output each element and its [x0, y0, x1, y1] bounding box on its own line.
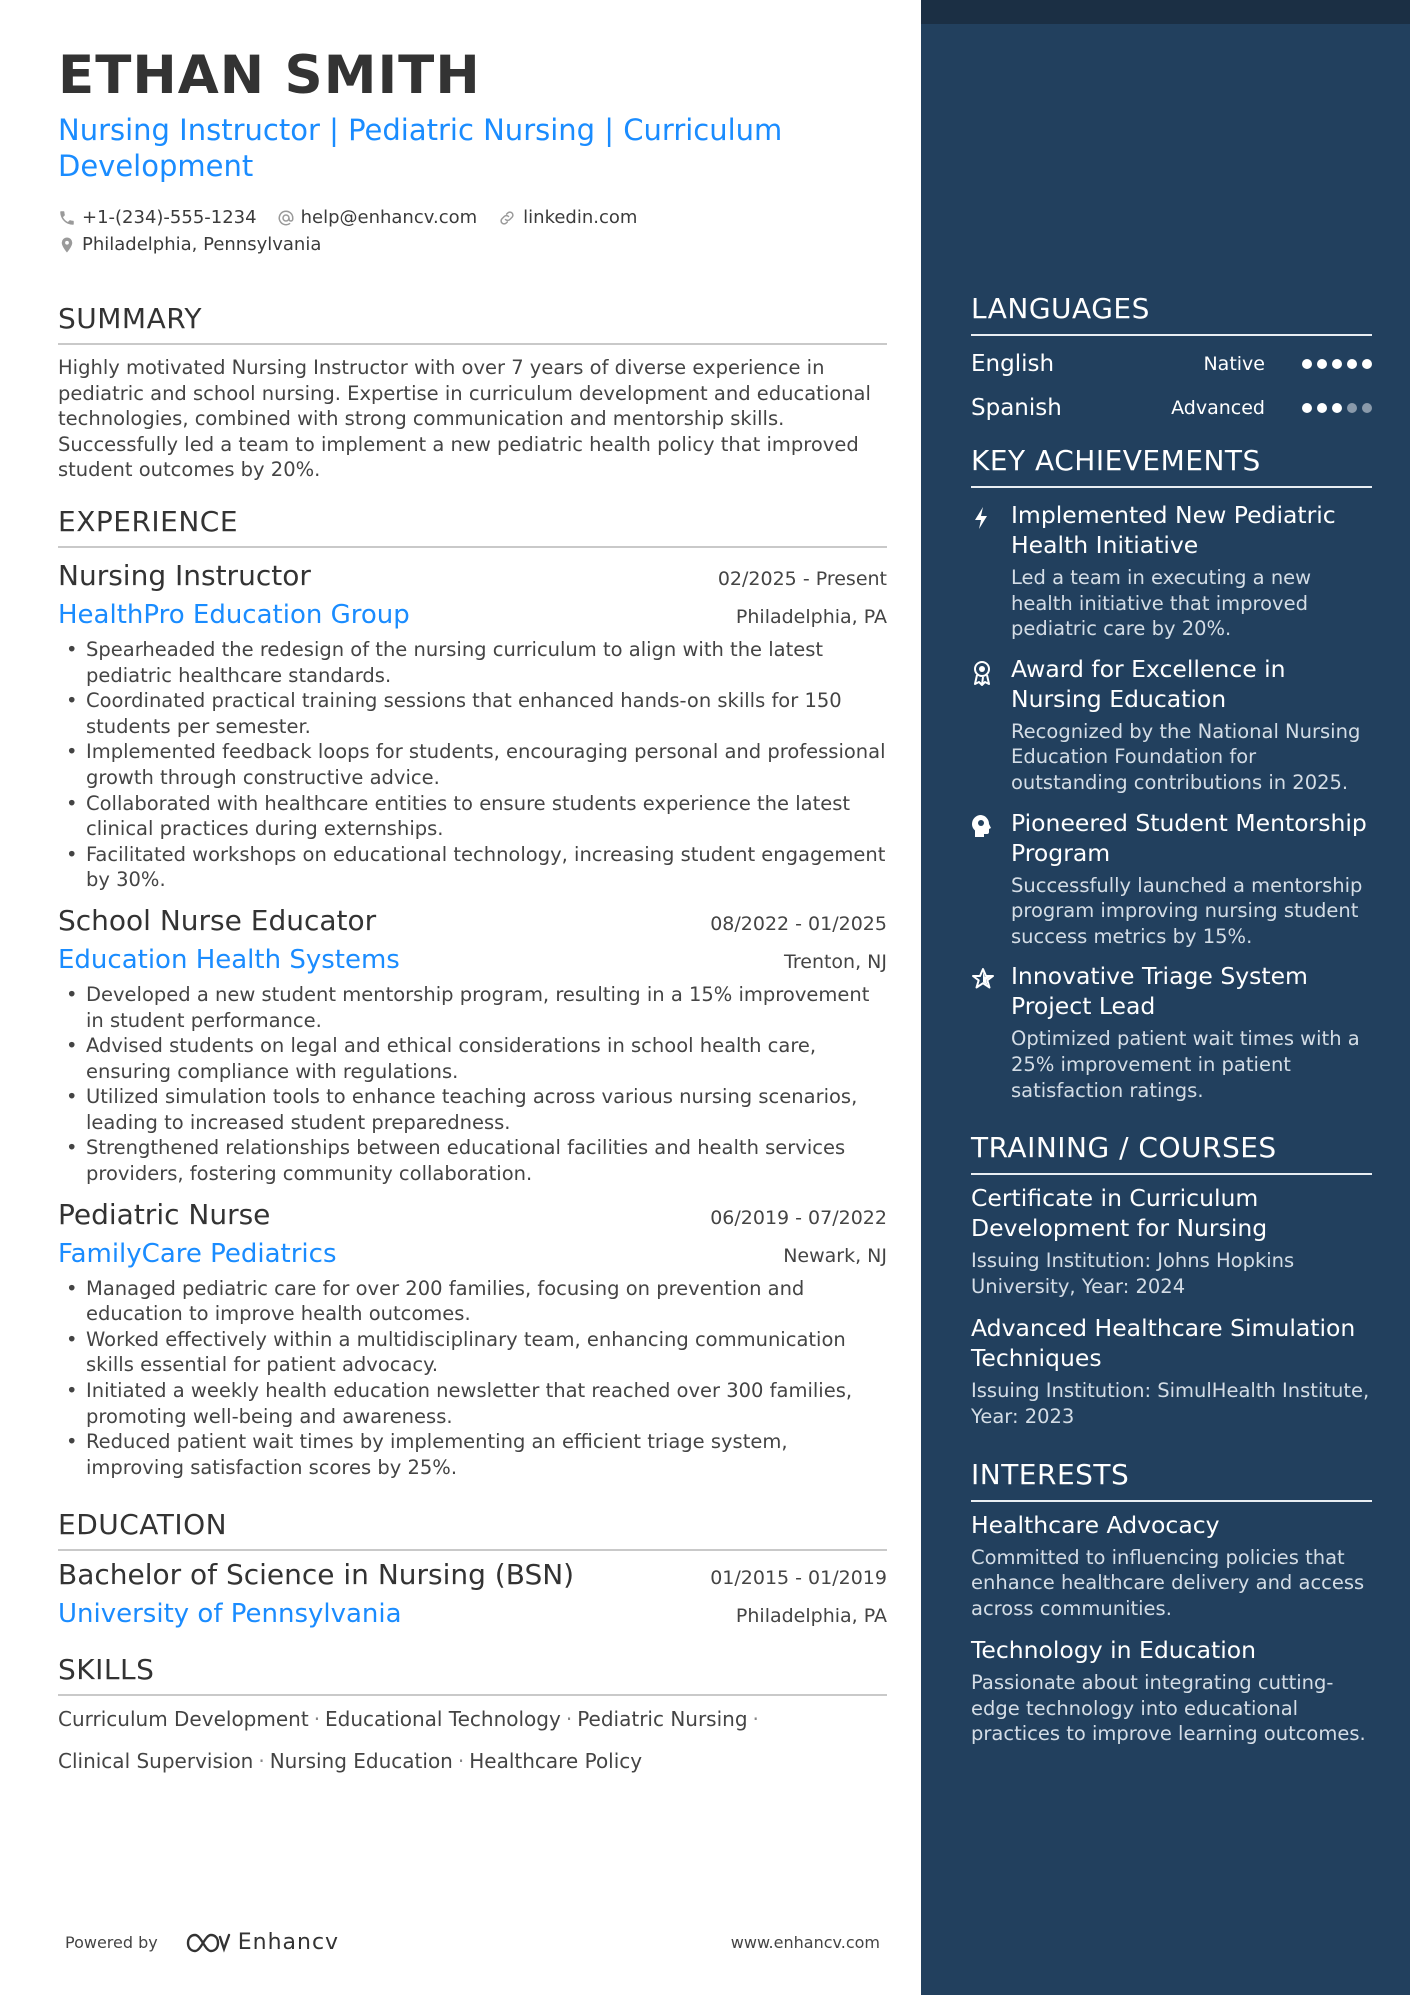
- head-idea-icon: [971, 814, 993, 838]
- skills-line-2: [58, 1740, 887, 1782]
- job-bullet: • Implemented feedback loops for students, encouraging personal and professional growth through constructive advice.: [58, 739, 887, 790]
- education-entry: [58, 1555, 887, 1633]
- achievement-title: Implemented New Pediatric Health Initiative: [1011, 501, 1336, 559]
- sidebar: [921, 0, 1410, 1995]
- job-dates: 08/2022 - 01/2025: [710, 912, 887, 935]
- skill-tag: Nursing Education: [269, 1749, 453, 1774]
- education-section: [58, 1508, 887, 1633]
- rating-dot: [1302, 359, 1312, 369]
- job-bullet: • Advised students on legal and ethical considerations in school health care, ensuring compliance with regulations.: [58, 1033, 887, 1084]
- skills-line-1: [58, 1698, 887, 1740]
- at-icon: [277, 209, 295, 227]
- candidate-name: ETHAN SMITH: [58, 45, 481, 106]
- interest-desc: Committed to influencing policies that enhance healthcare delivery and access across communities.: [971, 1545, 1365, 1620]
- rating-dot: [1302, 403, 1312, 413]
- achievement-desc: Successfully launched a mentorship program improving nursing student success metrics by 15%.: [1011, 873, 1363, 948]
- job-entry: [58, 556, 887, 893]
- experience-heading: EXPERIENCE: [58, 505, 887, 548]
- language-name: English: [971, 351, 1055, 377]
- email-address: help@enhancv.com: [300, 207, 478, 228]
- course-item: [971, 1313, 1372, 1429]
- skill-tag: Pediatric Nursing: [577, 1707, 748, 1732]
- job-company: FamilyCare Pediatrics: [58, 1238, 337, 1269]
- rating-dot: [1362, 359, 1372, 369]
- linkedin-contact[interactable]: [497, 207, 637, 228]
- job-bullet: • Developed a new student mentorship program, resulting in a 15% improvement in student performance.: [58, 982, 887, 1033]
- job-bullet: • Facilitated workshops on educational technology, increasing student engagement by 30%.: [58, 842, 887, 893]
- achievement-item: [971, 808, 1372, 950]
- website-link[interactable]: www.enhancv.com: [730, 1933, 880, 1952]
- languages-heading: LANGUAGES: [971, 292, 1372, 336]
- job-bullet: • Initiated a weekly health education newsletter that reached over 300 families, promoting well-being and awareness.: [58, 1378, 887, 1429]
- achievement-desc: Optimized patient wait times with a 25% improvement in patient satisfaction ratings.: [1011, 1027, 1360, 1102]
- job-location: Newark, NJ: [783, 1244, 887, 1267]
- contact-row-1: [58, 204, 887, 231]
- job-dates: 06/2019 - 07/2022: [710, 1206, 887, 1229]
- skill-tag: Curriculum Development: [58, 1707, 309, 1732]
- achievements-heading: KEY ACHIEVEMENTS: [971, 444, 1372, 488]
- training-section: [971, 1131, 1372, 1429]
- main-column: [58, 44, 887, 1782]
- language-item: [971, 342, 1372, 386]
- brand-logo[interactable]: [184, 1930, 339, 1955]
- achievement-desc: Led a team in executing a new health initiative that improved pediatric care by 20%.: [1011, 566, 1312, 641]
- summary-section: [58, 302, 887, 483]
- interest-title: Technology in Education: [971, 1636, 1256, 1665]
- headline: [58, 112, 887, 184]
- job-entry: [58, 901, 887, 1187]
- rating-dot: [1332, 359, 1342, 369]
- language-rating: [1297, 359, 1372, 369]
- course-desc: Issuing Institution: SimulHealth Institute, Year: 2023: [971, 1379, 1370, 1428]
- skill-separator: ·: [565, 1707, 573, 1732]
- job-bullet: • Managed pediatric care for over 200 families, focusing on prevention and education to improve health outcomes.: [58, 1276, 887, 1327]
- star-icon: [971, 967, 995, 991]
- contact-info: [58, 204, 887, 258]
- skill-separator: ·: [258, 1749, 265, 1774]
- rating-dot: [1317, 359, 1327, 369]
- skill-separator: ·: [752, 1707, 759, 1732]
- award-ribbon-icon: [971, 660, 993, 686]
- course-title: Advanced Healthcare Simulation Techniques: [971, 1314, 1356, 1373]
- sidebar-content: [971, 292, 1372, 1747]
- job-bullets: [58, 637, 887, 893]
- achievement-title: Pioneered Student Mentorship Program: [1011, 808, 1367, 867]
- education-location: Philadelphia, PA: [735, 1605, 887, 1628]
- skill-separator: ·: [313, 1707, 321, 1732]
- school-name: University of Pennsylvania: [58, 1599, 402, 1630]
- languages-section: [971, 292, 1372, 430]
- job-dates: 02/2025 - Present: [717, 567, 887, 590]
- summary-heading: SUMMARY: [58, 302, 887, 345]
- sidebar-top-band: [921, 0, 1410, 24]
- headline-line-2: Development: [58, 149, 254, 183]
- job-company: Education Health Systems: [58, 944, 400, 975]
- rating-dot: [1347, 359, 1357, 369]
- skill-tag: Healthcare Policy: [469, 1749, 643, 1774]
- skills-section: [58, 1653, 887, 1782]
- course-desc: Issuing Institution: Johns Hopkins University, Year: 2024: [971, 1249, 1295, 1298]
- job-bullet: • Strengthened relationships between educational facilities and health services providers, fostering community collaboration.: [58, 1135, 887, 1186]
- phone-number: +1-(234)-555-1234: [82, 207, 257, 228]
- language-name: Spanish: [971, 395, 1062, 421]
- education-heading: EDUCATION: [58, 1508, 887, 1551]
- interest-item: [971, 1510, 1372, 1622]
- course-title: Certificate in Curriculum Development for Nursing: [971, 1184, 1268, 1243]
- job-bullet: • Coordinated practical training sessions that enhanced hands-on skills for 150 students per semester.: [58, 688, 887, 739]
- powered-by: [65, 1930, 339, 1955]
- skill-tag: Educational Technology: [325, 1707, 561, 1732]
- contact-row-2: [58, 231, 887, 258]
- job-title: School Nurse Educator: [58, 903, 377, 937]
- summary-text: Highly motivated Nursing Instructor with over 7 years of diverse experience in pediatric and school nursing. Expertise in curriculum development and educational technologies, combined with strong communication and mentorship skills. Successfully led a team to implement a new pediatric health policy that improved student outcomes by 20%.: [58, 356, 871, 482]
- job-bullet: • Collaborated with healthcare entities to ensure students experience the latest clinical practices during externships.: [58, 791, 887, 842]
- language-level: Native: [1203, 353, 1265, 375]
- achievement-item: [971, 654, 1372, 796]
- location-contact: [58, 234, 321, 255]
- location-pin-icon: [58, 235, 76, 255]
- job-title: Pediatric Nurse: [58, 1197, 271, 1231]
- training-heading: TRAINING / COURSES: [971, 1131, 1372, 1175]
- achievement-desc: Recognized by the National Nursing Education Foundation for outstanding contributions in 2025.: [1011, 719, 1361, 794]
- job-company: HealthPro Education Group: [58, 599, 410, 630]
- job-bullet: • Spearheaded the redesign of the nursing curriculum to align with the latest pediatric healthcare standards.: [58, 637, 887, 688]
- job-bullets: [58, 1276, 887, 1481]
- interests-heading: INTERESTS: [971, 1458, 1372, 1502]
- achievement-item: [971, 500, 1372, 642]
- skill-separator: ·: [457, 1749, 465, 1774]
- email-contact[interactable]: [277, 207, 478, 228]
- enhancv-logo-icon: [184, 1931, 232, 1955]
- job-bullet: • Reduced patient wait times by implementing an efficient triage system, improving satisfaction scores by 25%.: [58, 1429, 887, 1480]
- job-location: Philadelphia, PA: [735, 605, 887, 628]
- rating-dot: [1347, 403, 1357, 413]
- rating-dot: [1317, 403, 1327, 413]
- language-item: [971, 386, 1372, 430]
- rating-dot: [1332, 403, 1342, 413]
- lightning-icon: [971, 506, 991, 530]
- job-bullets: [58, 982, 887, 1187]
- brand-name: Enhancv: [237, 1930, 340, 1955]
- job-bullet: • Worked effectively within a multidisciplinary team, enhancing communication skills essential for patient advocacy.: [58, 1327, 887, 1378]
- language-level: Advanced: [1171, 397, 1265, 419]
- education-dates: 01/2015 - 01/2019: [710, 1567, 887, 1590]
- link-icon: [497, 209, 517, 227]
- footer: [65, 1930, 880, 1955]
- phone-icon: [58, 209, 76, 227]
- interest-item: [971, 1635, 1372, 1747]
- achievement-item: [971, 961, 1372, 1103]
- skills-heading: SKILLS: [58, 1653, 887, 1696]
- powered-by-label: Powered by: [65, 1933, 158, 1952]
- location-text: Philadelphia, Pennsylvania: [82, 234, 322, 255]
- linkedin-url: linkedin.com: [523, 207, 638, 228]
- job-title: Nursing Instructor: [58, 558, 311, 592]
- achievements-section: [971, 444, 1372, 1103]
- course-item: [971, 1183, 1372, 1299]
- skill-tag: Clinical Supervision: [58, 1749, 254, 1774]
- language-rating: [1297, 403, 1372, 413]
- job-bullet: • Utilized simulation tools to enhance teaching across various nursing scenarios, leading to increased student preparedness.: [58, 1084, 887, 1135]
- experience-section: [58, 505, 887, 1480]
- job-location: Trenton, NJ: [784, 950, 887, 973]
- headline-line-1: Nursing Instructor | Pediatric Nursing | Curriculum: [58, 113, 783, 147]
- interests-section: [971, 1458, 1372, 1748]
- interest-title: Healthcare Advocacy: [971, 1510, 1220, 1539]
- degree-title: Bachelor of Science in Nursing (BSN): [58, 1558, 575, 1592]
- job-entry: [58, 1195, 887, 1481]
- rating-dot: [1362, 403, 1372, 413]
- achievement-title: Innovative Triage System Project Lead: [1011, 962, 1308, 1021]
- achievement-title: Award for Excellence in Nursing Education: [1011, 654, 1286, 713]
- phone-contact[interactable]: [58, 207, 257, 228]
- skills-list: [58, 1698, 887, 1782]
- interest-desc: Passionate about integrating cutting-edge technology into educational practices to improve learning outcomes.: [971, 1671, 1366, 1746]
